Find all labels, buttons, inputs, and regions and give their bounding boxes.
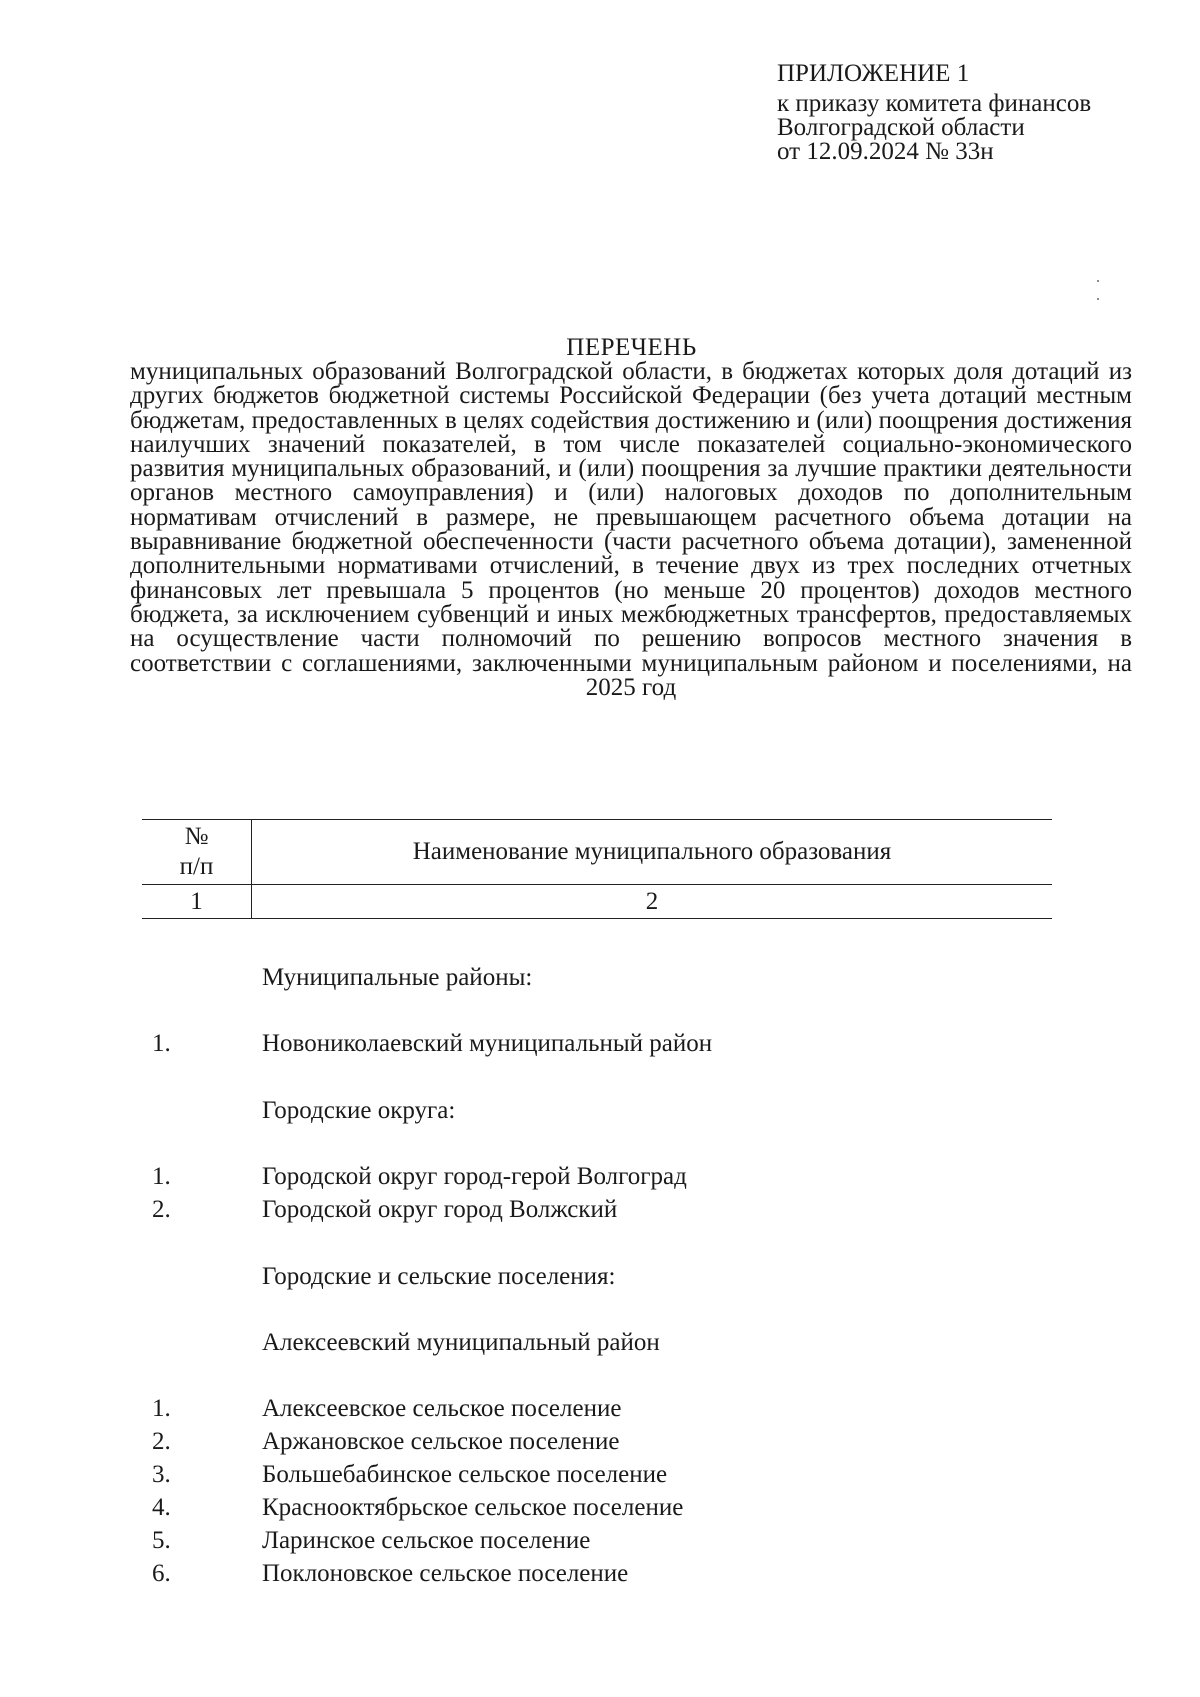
table-column-number-2: 2	[252, 885, 1053, 919]
list-item-number: 2.	[152, 1428, 171, 1455]
list-item-name: Поклоновское сельское поселение	[262, 1560, 629, 1587]
list-item-name: Большебабинское сельское поселение	[262, 1461, 668, 1488]
table-column-number-row	[142, 885, 1052, 919]
table-header-number-cell	[142, 820, 252, 885]
list-item-number: 4.	[152, 1494, 171, 1521]
appendix-line-date: от 12.09.2024 № 33н	[777, 138, 994, 165]
appendix-header	[777, 62, 1091, 164]
scan-speck	[1097, 298, 1099, 300]
table-header-row	[142, 820, 1052, 885]
list-table-header	[142, 819, 1052, 919]
table-header-number-abbr: п/п	[179, 853, 214, 880]
list-item-name: Алексеевское сельское поселение	[262, 1395, 622, 1422]
list-item-number: 1.	[152, 1395, 171, 1422]
list-item-number: 5.	[152, 1527, 171, 1554]
section-heading-municipal-districts: Муниципальные районы:	[262, 964, 533, 991]
list-item-number: 1.	[152, 1163, 171, 1190]
appendix-line-order: к приказу комитета финансов	[777, 90, 1092, 117]
list-item-name: Городской округ город-герой Волгоград	[262, 1163, 687, 1190]
appendix-title: ПРИЛОЖЕНИЕ 1	[777, 60, 970, 87]
document-intro-paragraph: муниципальных образований Волгоградской области, в бюджетах которых доля дотаций из других бюджетов бюджетной системы Российской Федерации (без учета дотаций местным бюджетам, предоставленных в целях содействия достижению и (или) поощрения достижения наилучших значений показателей, в том числе показателей социально-экономического развития муниципальных образований, и (или) поощрения за лучшие практики деятельности органов местного самоуправления) и (или) налоговых доходов по дополнительным нормативам отчислений в размере, не превышающем расчетного объема дотации на выравнивание бюджетной обеспеченности (части расчетного объема дотации), замененной дополнительными нормативами отчислений, в течение двух из трех последних отчетных финансовых лет превышала 5 процентов (но меньше 20 процентов) доходов местного бюджета, за исключением субвенций и иных межбюджетных трансфертов, предоставляемых на осуществление части полномочий по решению вопросов местного значения в соответствии с соглашениями, заключенными муниципальным районом и поселениями, на 2025 год	[130, 358, 1132, 701]
list-item-number: 3.	[152, 1461, 171, 1488]
section-heading-settlements: Городские и сельские поселения:	[262, 1263, 616, 1290]
list-item-name: Городской округ город Волжский	[262, 1196, 618, 1223]
section-subheading-alekseevsky-district: Алексеевский муниципальный район	[262, 1329, 660, 1356]
scan-speck	[1097, 280, 1099, 282]
list-item-number: 1.	[152, 1030, 171, 1057]
section-heading-city-districts: Городские округа:	[262, 1097, 456, 1124]
list-item-name: Краснооктябрьское сельское поселение	[262, 1494, 684, 1521]
appendix-line-region: Волгоградской области	[777, 114, 1025, 141]
list-item-name: Аржановское сельское поселение	[262, 1428, 620, 1455]
list-item-name: Новониколаевский муниципальный район	[262, 1030, 713, 1057]
table-column-number-1: 1	[142, 885, 252, 919]
list-item-number: 2.	[152, 1196, 171, 1223]
list-item-number: 6.	[152, 1560, 171, 1587]
table-header-name-cell: Наименование муниципального образования	[252, 820, 1053, 885]
list-item-name: Ларинское сельское поселение	[262, 1527, 591, 1554]
table-header-number-sign: №	[184, 823, 209, 850]
document-title: ПЕРЕЧЕНЬ	[566, 334, 697, 361]
